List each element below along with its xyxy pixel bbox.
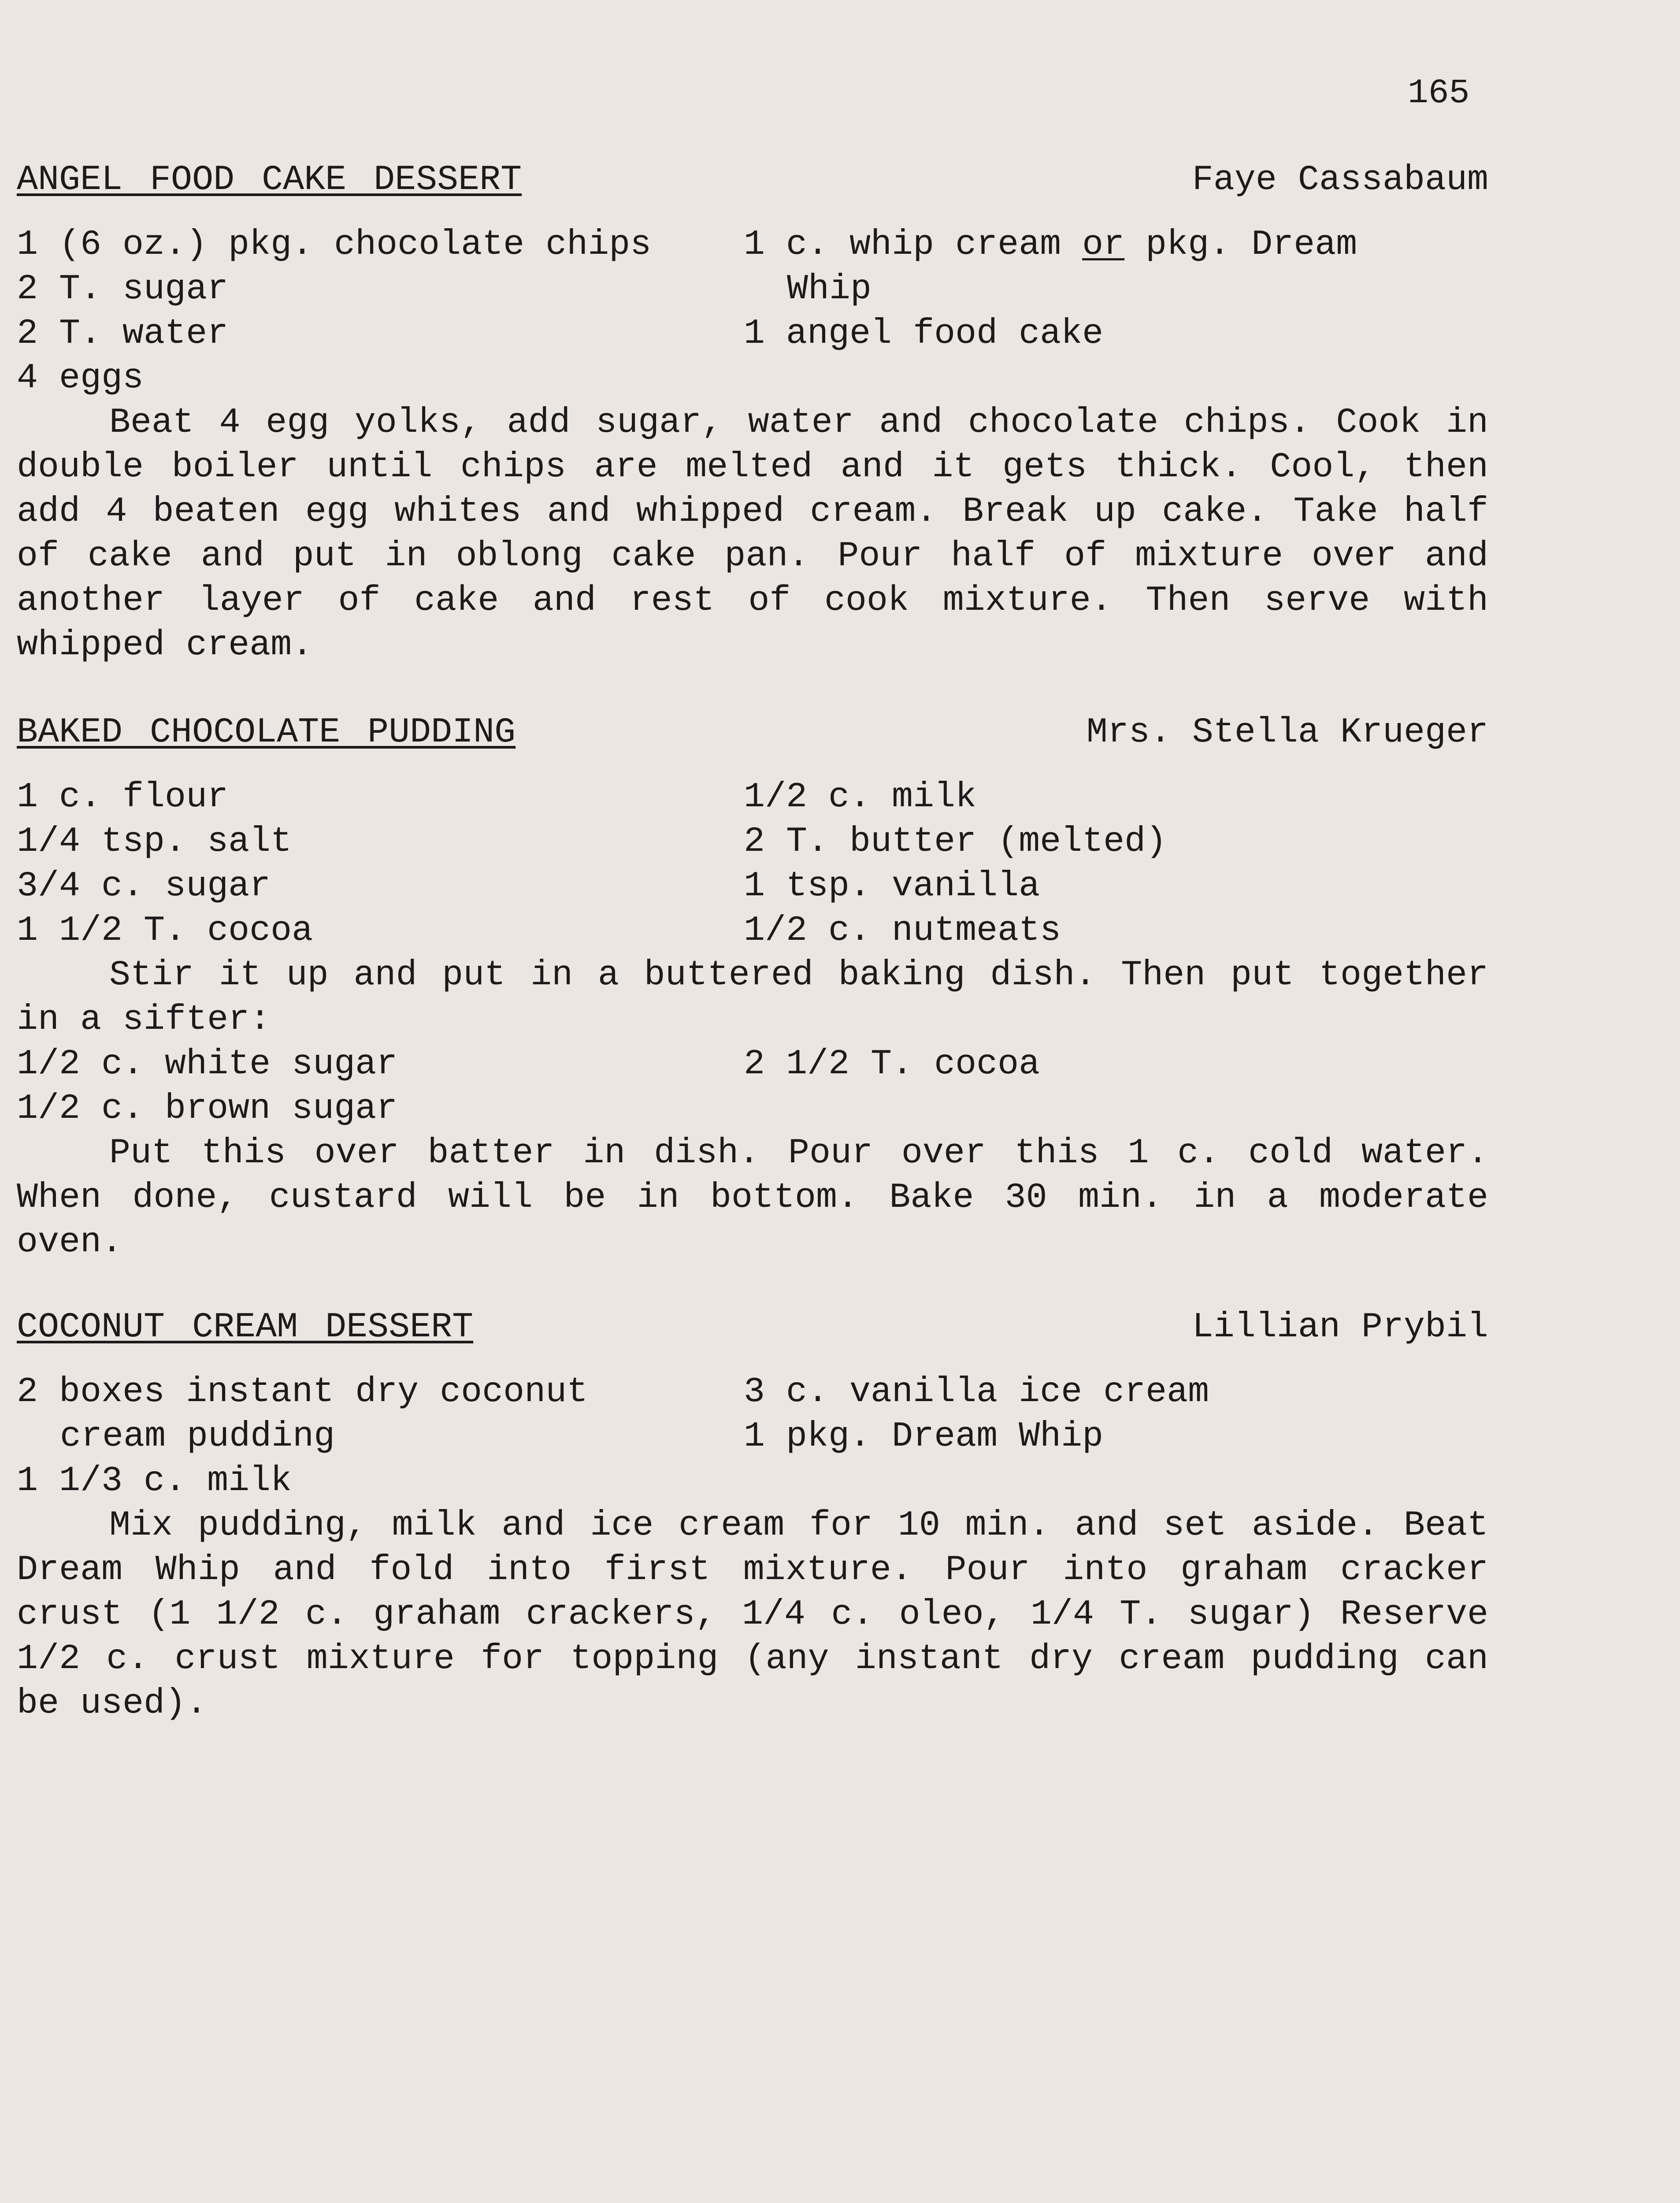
ingredient-item: 1 (6 oz.) pkg. chocolate chips [17,225,652,265]
recipe-baked-chocolate-pudding [17,710,1488,1265]
ingredient-item: 2 T. sugar [17,269,229,309]
ingredient-item-continued: cream pudding [60,1417,335,1457]
underlined-or: or [1082,225,1125,265]
recipe-instructions: Stir it up and put in a buttered baking dish. Then put together in a sifter: [17,955,1488,1040]
ingredient-item: 1/2 c. brown sugar [17,1089,398,1129]
ingredient-list [17,775,1488,953]
ingredients-left-column [17,775,744,953]
ingredients-left-column [17,223,744,401]
recipe-instructions: Put this over batter in dish. Pour over this 1 c. cold water. When done, custard will be in bottom. Bake 30 min. in a moderate oven. [17,1133,1488,1262]
ingredient-item: 3/4 c. sugar [17,866,271,906]
ingredient-item: 3 c. vanilla ice cream [744,1372,1209,1412]
ingredients-right-column [744,1370,1488,1503]
recipe-author: Mrs. Stella Krueger [1086,712,1488,753]
ingredient-item: 1 c. whip cream or pkg. Dream [744,225,1357,265]
ingredient-item: 4 eggs [17,358,144,398]
recipe-author: Lillian Prybil [1192,1307,1488,1347]
ingredient-list [17,223,1488,401]
ingredient-item: 2 boxes instant dry coconut [17,1372,588,1412]
ingredients-right-column [744,775,1488,953]
recipe-header [17,710,1488,755]
ingredient-item: 2 1/2 T. cocoa [744,1044,1040,1084]
recipe-author: Faye Cassabaum [1192,160,1488,200]
ingredient-item: 1/2 c. white sugar [17,1044,398,1084]
recipe-title: COCONUT CREAM DESSERT [17,1307,474,1347]
topping-left-column [17,1042,744,1131]
recipe-coconut-cream-dessert [17,1305,1488,1726]
ingredient-item: 1 c. flour [17,777,229,817]
ingredient-item: 1 1/3 c. milk [17,1461,292,1501]
recipe-angel-food-cake-dessert [17,158,1488,668]
ingredients-right-column [744,223,1488,401]
ingredient-item: 1 angel food cake [744,314,1104,354]
ingredient-item: 2 T. water [17,314,229,354]
ingredient-item: 1/2 c. nutmeats [744,911,1061,951]
ingredient-item: 1/4 tsp. salt [17,822,292,862]
ingredient-item: 2 T. butter (melted) [744,822,1167,862]
ingredients-left-column [17,1370,744,1503]
topping-right-column [744,1042,1488,1131]
recipe-title: BAKED CHOCOLATE PUDDING [17,712,516,753]
ingredient-item: 1 1/2 T. cocoa [17,911,313,951]
recipe-header [17,158,1488,202]
ingredient-list [17,1370,1488,1503]
topping-ingredient-list [17,1042,1488,1131]
recipe-header [17,1305,1488,1350]
page-number: 165 [1408,74,1470,113]
recipe-instructions: Mix pudding, milk and ice cream for 10 min. and set aside. Beat Dream Whip and fold into first mixture. Pour into graham cracker crust (1 1/2 c. graham crackers, 1/4 c. oleo, 1/4 T. sugar) Reserve 1/2 c. crust mixture for topping (any instant dry cream pudding can be used). [17,1506,1488,1724]
ingredient-item: 1 tsp. vanilla [744,866,1040,906]
recipe-title: ANGEL FOOD CAKE DESSERT [17,160,522,200]
ingredient-item: 1 pkg. Dream Whip [744,1417,1104,1457]
ingredient-item: 1/2 c. milk [744,777,977,817]
recipe-instructions: Beat 4 egg yolks, add sugar, water and chocolate chips. Cook in double boiler until chips are melted and it gets thick. Cool, then add 4 beaten egg whites and whipped cream. Break up cake. Take half of cake and put in oblong cake pan. Pour half of mixture over and another layer of cake and rest of cook mixture. Then serve with whipped cream. [17,403,1488,665]
ingredient-item-continued: Whip [787,269,872,309]
